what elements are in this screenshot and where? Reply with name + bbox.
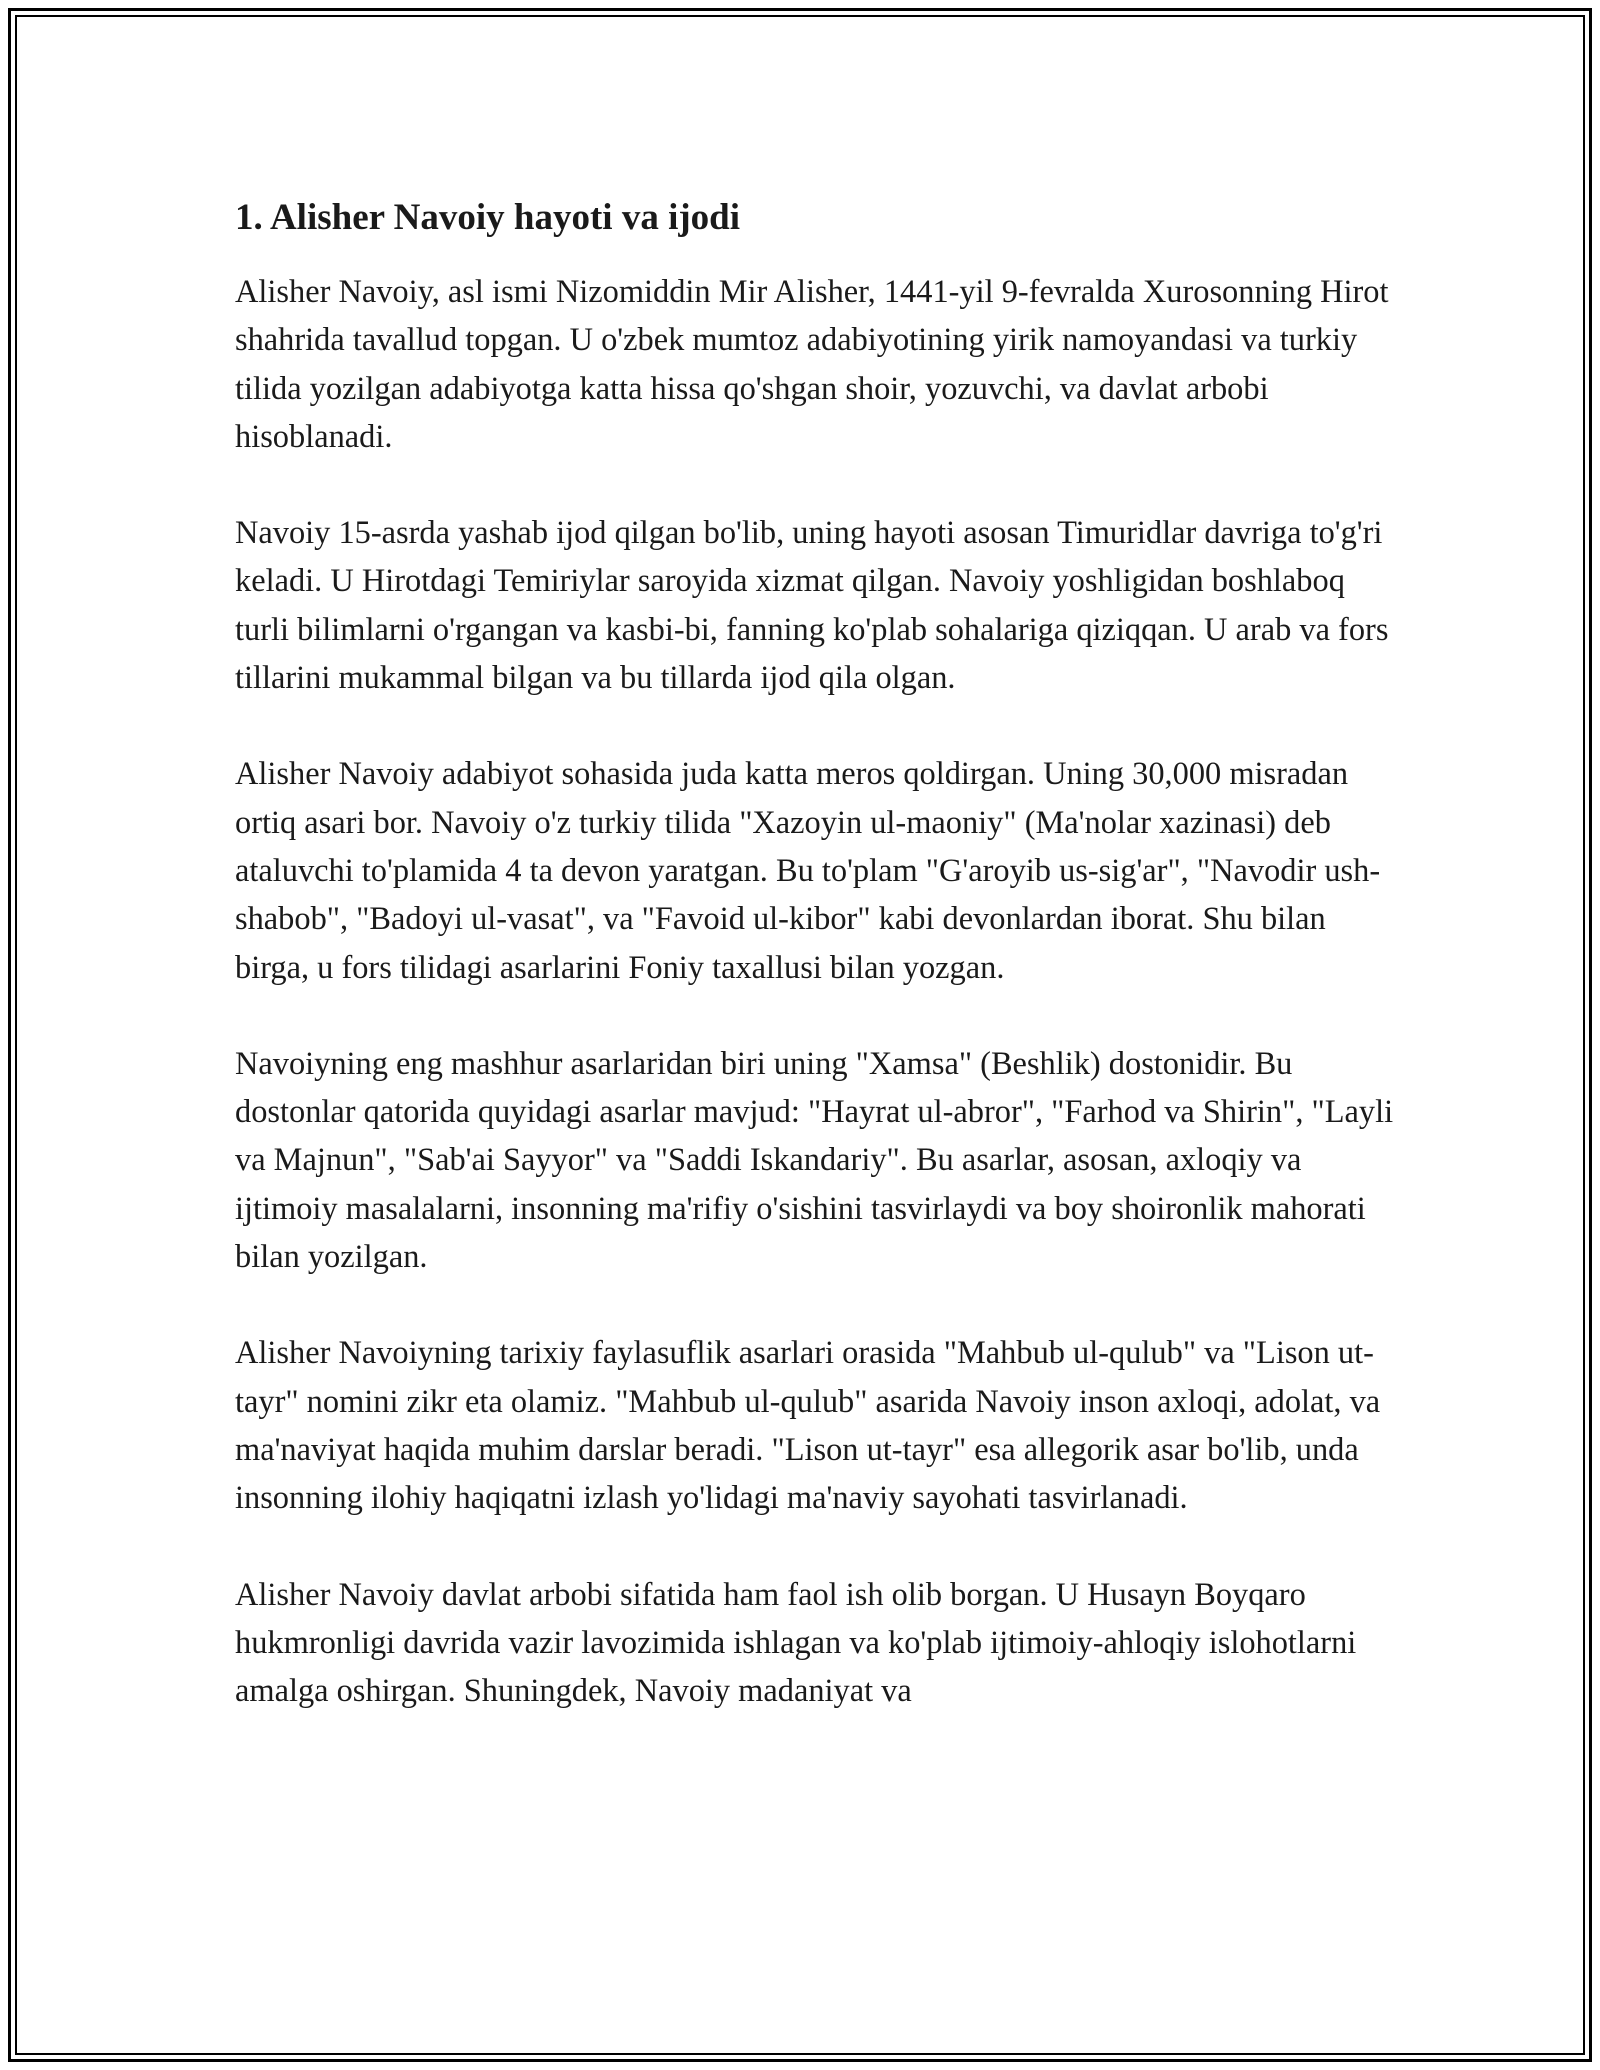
- paragraph-3: Alisher Navoiy adabiyot sohasida juda katta meros qoldirgan. Uning 30,000 misradan ortiq asari bor. Navoiy o'z turkiy tilida "Xazoyin ul-maoniy" (Ma'nolar xazinasi) deb ataluvchi to'plamida 4 ta devon yaratgan. Bu to'plam "G'aroyib us-sig'ar", "Navodir ush-shabob", "Badoyi ul-vasat", va "Favoid ul-kibor" kabi devonlardan iborat. Shu bilan birga, u fors tilidagi asarlarini Foniy taxallusi bilan yozgan.: [235, 756, 1381, 986]
- paragraph-5: Alisher Navoiyning tarixiy faylasuflik asarlari orasida "Mahbub ul-qulub" va "Lison ut-tayr" nomini zikr eta olamiz. "Mahbub ul-qulub" asarida Navoiy inson axloqi, adolat, va ma'naviyat haqida muhim darslar beradi. "Lison ut-tayr" esa allegorik asar bo'lib, unda insonning ilohiy haqiqatni izlash yo'lidagi ma'naviy sayohati tasvirlanadi.: [235, 1335, 1381, 1517]
- paragraph-6: Alisher Navoiy davlat arbobi sifatida ham faol ish olib borgan. U Husayn Boyqaro hukmronligi davrida vazir lavozimida ishlagan va ko'plab ijtimoiy-ahloqiy islohotlarni amalga oshirgan. Shuningdek, Navoiy madaniyat va: [235, 1576, 1357, 1710]
- document-title: 1. Alisher Navoiy hayoti va ijodi: [235, 197, 741, 238]
- paragraph-1: Alisher Navoiy, asl ismi Nizomiddin Mir Alisher, 1441-yil 9-fevralda Xurosonning Hirot shahrida tavallud topgan. U o'zbek mumtoz adabiyotining yirik namoyandasi va turkiy tilida yozilgan adabiyotga katta hissa qo'shgan shoir, yozuvchi, va davlat arbobi hisoblanadi.: [235, 274, 1389, 455]
- document-body: [235, 194, 1395, 1763]
- paragraph-2: Navoiy 15-asrda yashab ijod qilgan bo'lib, uning hayoti asosan Timuridlar davriga to'g'ri keladi. U Hirotdagi Temiriylar saroyida xizmat qilgan. Navoiy yoshligidan boshlaboq turli bilimlarni o'rgangan va kasbi-bi, fanning ko'plab sohalariga qiziqqan. U arab va fors tillarini mukammal bilgan va bu tillarda ijod qila olgan.: [235, 515, 1389, 697]
- page-frame: [8, 8, 1592, 2062]
- paragraph-4: Navoiyning eng mashhur asarlaridan biri uning "Xamsa" (Beshlik) dostonidir. Bu dostonlar qatorida quyidagi asarlar mavjud: "Hayrat ul-abror", "Farhod va Shirin", "Layli va Majnun", "Sab'ai Sayyor" va "Saddi Iskandariy". Bu asarlar, asosan, axloqiy va ijtimoiy masalalarni, insonning ma'rifiy o'sishini tasvirlaydi va boy shoironlik mahorati bilan yozilgan.: [235, 1045, 1394, 1276]
